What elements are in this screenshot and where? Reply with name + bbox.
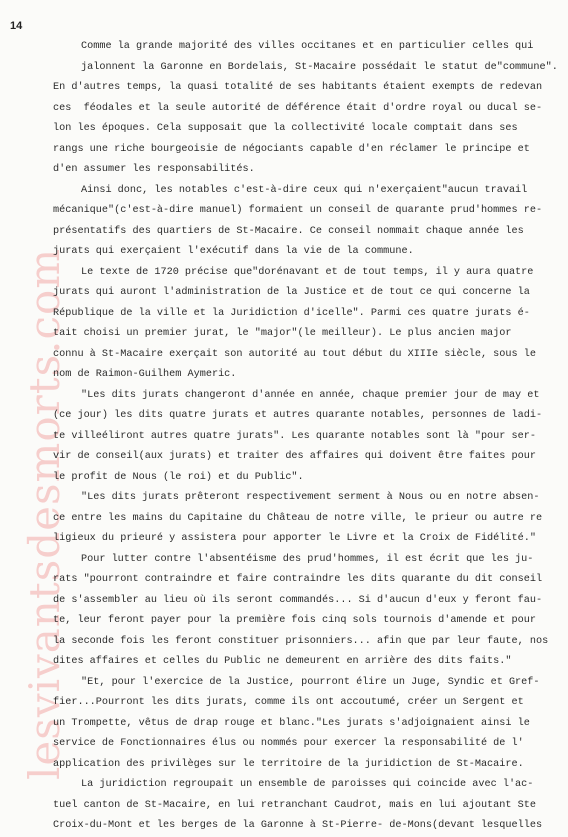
text-line: rats "pourront contraindre et faire contraindre les dits quarante du dit conseil <box>53 574 543 585</box>
text-line: Croix-du-Mont et les berges de la Garonne à St-Pierre- de-Mons(devant lesquelles <box>53 820 543 831</box>
text-line: ligieux du prieuré y assistera pour apporter le Livre et la Croix de Fidélité." <box>53 533 536 544</box>
text-line: mécanique"(c'est-à-dire manuel) formaient un conseil de quarante prud'hommes re- <box>53 205 543 216</box>
text-line: présentatifs des quartiers de St-Macaire. Ce conseil nommait chaque année les <box>53 225 524 237</box>
text-line: "Les dits jurats changeront d'année en année, chaque premier jour de may et <box>81 389 540 401</box>
page-number: 14 <box>10 20 23 32</box>
text-line: Comme la grande majorité des villes occitanes et en particulier celles qui <box>81 41 534 52</box>
text-line: dites affaires et celles du Public ne demeurent en arrière des dits faits." <box>53 656 512 667</box>
text-line: connu à St-Macaire exerçait son autorité au tout début du XIIIe siècle, sous le <box>53 348 536 360</box>
text-line: de s'assembler au lieu où ils seront commandés... Si d'aucun d'eux y feront fau- <box>53 594 543 606</box>
text-line: rangs une riche bourgeoisie de négociants capable d'en réclamer le principe et <box>53 143 530 155</box>
text-line: service de Fonctionnaires élus ou nommés pour exercer la responsabilité de l' <box>53 738 524 749</box>
text-line: Pour lutter contre l'absentéisme des prud'hommes, il est écrit que les ju- <box>81 553 534 565</box>
text-line: vir de conseil(aux jurats) et traiter des affaires qui doivent être faites pour <box>53 451 536 462</box>
watermark: lesvivantsdesmorts.com <box>20 247 69 780</box>
text-line: "Et, pour l'exercice de la Justice, pourront élire un Juge, Syndic et Gref- <box>81 676 540 688</box>
text-line: te, leur feront payer pour la première fois cinq sols tournois d'amende et pour <box>53 615 536 626</box>
text-line: jurats qui auront l'administration de la Justice et de tout ce qui concerne la <box>53 287 530 298</box>
text-line: (ce jour) les dits quatre jurats et autres quarante notables, personnes de ladi- <box>53 410 543 421</box>
typed-page-body <box>53 37 563 837</box>
text-line: te villeéliront autres quatre jurats". Les quarante notables sont là "pour ser- <box>53 430 536 442</box>
text-line: application des privilèges sur le territoire de la juridiction de St-Macaire. <box>53 758 524 770</box>
text-line: République de la ville et la Juridiction d'icelle". Parmi ces quatre jurats é- <box>53 307 530 319</box>
text-line: Le texte de 1720 précise que"dorénavant et de tout temps, il y aura quatre <box>81 266 534 278</box>
text-line: "Les dits jurats prêteront respectivement serment à Nous ou en notre absen- <box>81 492 540 503</box>
text-line: un Trompette, vêtus de drap rouge et blanc."Les jurats s'adjoignaient ainsi le <box>53 717 530 729</box>
text-line: Ainsi donc, les notables c'est-à-dire ceux qui n'exerçaient"aucun travail <box>81 184 528 196</box>
text-line: tuel canton de St-Macaire, en lui retranchant Caudrot, mais en lui ajoutant Ste <box>53 799 536 811</box>
text-line: la seconde fois les feront constituer prisonniers... afin que par leur faute, nos <box>53 635 549 647</box>
text-line: nom de Raimon-Guilhem Aymeric. <box>53 369 237 380</box>
text-line: fier...Pourront les dits jurats, comme ils ont accoutumé, créer un Sergent et <box>53 697 524 708</box>
text-line: lon les époques. Cela supposait que la collectivité locale comptait dans ses <box>53 123 518 134</box>
text-line: En d'autres temps, la quasi totalité de ses habitants étaient exempts de redevan <box>53 82 543 93</box>
text-line: jurats qui exerçaient l'exécutif dans la vie de la commune. <box>53 246 414 257</box>
text-line: ce entre les mains du Capitaine du Château de notre ville, le prieur ou autre re <box>53 512 543 524</box>
text-line: le profit de Nous (le roi) et du Public". <box>53 471 304 483</box>
text-line: tait choisi un premier jurat, le "major"(le meilleur). Le plus ancien major <box>53 328 512 339</box>
text-line: ces féodales et la seule autorité de déférence était d'ordre royal ou ducal se- <box>53 102 543 114</box>
text-line: d'en assumer les responsabilités. <box>53 164 255 175</box>
text-line: jalonnent la Garonne en Bordelais, St-Macaire possédait le statut de"commune". <box>81 61 558 73</box>
text-line: La juridiction regroupait un ensemble de paroisses qui coincide avec l'ac- <box>81 779 534 790</box>
